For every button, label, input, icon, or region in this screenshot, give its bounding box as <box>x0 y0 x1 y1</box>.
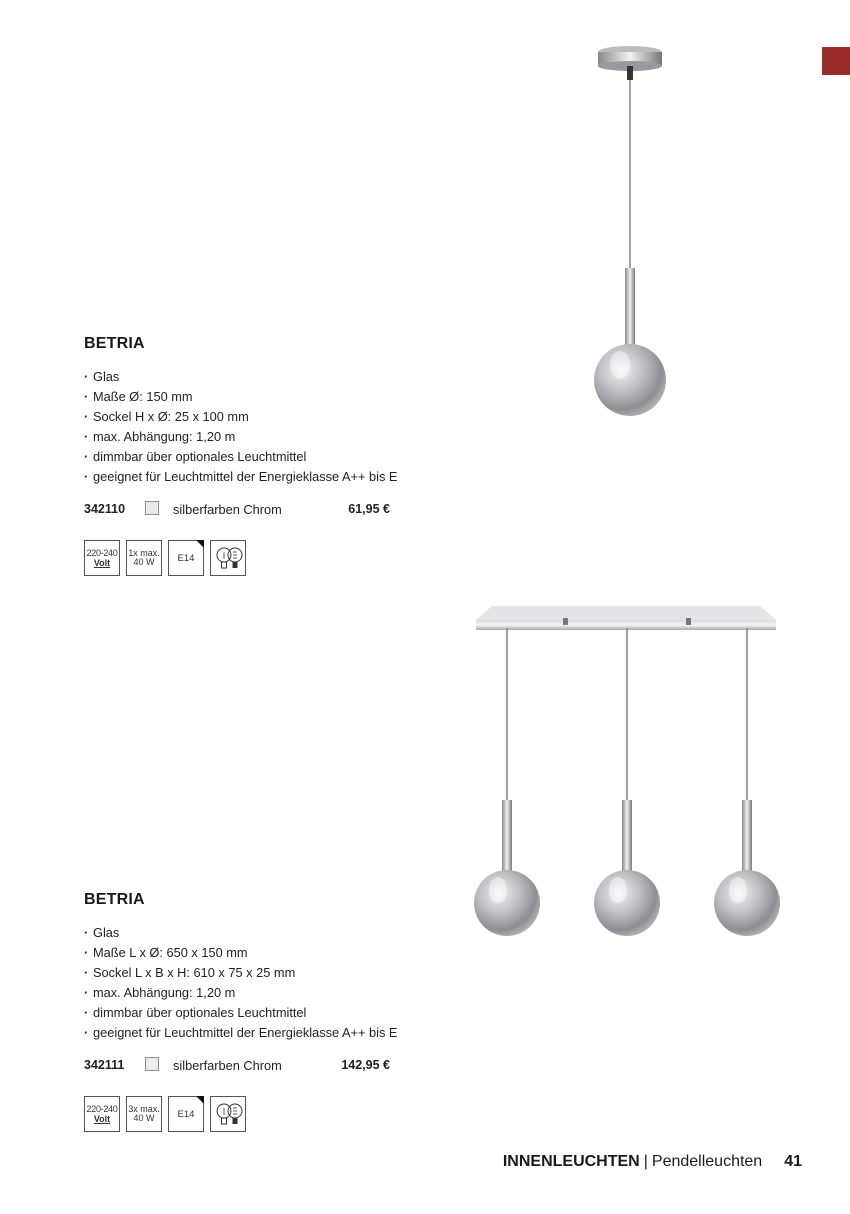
wattage-value: 40 W <box>133 557 155 567</box>
feature-list <box>84 367 504 487</box>
feature-item: · geeignet für Leuchtmittel der Energieklasse A++ bis E <box>84 467 504 487</box>
feature-item: · Maße L x Ø: 650 x 150 mm <box>84 943 504 963</box>
voltage-range: 220-240 <box>86 1104 118 1114</box>
pendant-lamp-triple-image <box>470 598 780 948</box>
product-title: BETRIA <box>84 335 145 352</box>
voltage-range: 220-240 <box>86 548 118 558</box>
voltage-icon <box>84 1096 120 1132</box>
price: 61,95 € <box>348 502 390 516</box>
order-row <box>84 1057 504 1077</box>
spec-icon-row <box>84 1096 504 1136</box>
product-block-342110 <box>84 335 504 580</box>
led-bulb-icon <box>210 540 246 576</box>
pendant-lamp-single-image <box>580 40 680 430</box>
voltage-unit: Volt <box>93 1114 111 1124</box>
corner-mark-icon <box>196 540 204 548</box>
color-swatch <box>145 501 159 515</box>
feature-item: · dimmbar über optionales Leuchtmittel <box>84 447 504 467</box>
led-bulb-icon <box>210 1096 246 1132</box>
feature-item: · max. Abhängung: 1,20 m <box>84 983 504 1003</box>
socket-icon <box>168 1096 204 1132</box>
color-name: silberfarben Chrom <box>173 502 282 517</box>
feature-item: · max. Abhängung: 1,20 m <box>84 427 504 447</box>
page-footer <box>503 1153 802 1171</box>
article-number: 342110 <box>84 502 126 516</box>
feature-item: · Sockel H x Ø: 25 x 100 mm <box>84 407 504 427</box>
bulb-count: 3x max. <box>128 1104 160 1114</box>
feature-item: · dimmbar über optionales Leuchtmittel <box>84 1003 504 1023</box>
product-block-342111 <box>84 891 504 1136</box>
product-title: BETRIA <box>84 891 145 908</box>
wattage-value: 40 W <box>133 1113 155 1123</box>
color-name: silberfarben Chrom <box>173 1058 282 1073</box>
corner-mark-icon <box>196 1096 204 1104</box>
wattage-icon <box>126 540 162 576</box>
feature-item: · geeignet für Leuchtmittel der Energieklasse A++ bis E <box>84 1023 504 1043</box>
socket-type: E14 <box>177 1109 195 1120</box>
spec-icon-row <box>84 540 504 580</box>
bulb-count: 1x max. <box>128 548 160 558</box>
footer-separator: | <box>643 1153 648 1170</box>
section-tab-marker <box>822 47 850 75</box>
feature-item: · Maße Ø: 150 mm <box>84 387 504 407</box>
article-number: 342111 <box>84 1058 125 1072</box>
feature-list <box>84 923 504 1043</box>
feature-item: · Glas <box>84 923 504 943</box>
price: 142,95 € <box>341 1058 390 1072</box>
order-row <box>84 501 504 521</box>
socket-icon <box>168 540 204 576</box>
feature-item: · Glas <box>84 367 504 387</box>
feature-item: · Sockel L x B x H: 610 x 75 x 25 mm <box>84 963 504 983</box>
voltage-icon <box>84 540 120 576</box>
voltage-unit: Volt <box>93 558 111 568</box>
page-number: 41 <box>784 1153 802 1170</box>
footer-section: INNENLEUCHTEN <box>502 1153 640 1170</box>
socket-type: E14 <box>177 553 195 564</box>
color-swatch <box>145 1057 159 1071</box>
wattage-icon <box>126 1096 162 1132</box>
footer-subsection: Pendelleuchten <box>651 1153 763 1170</box>
